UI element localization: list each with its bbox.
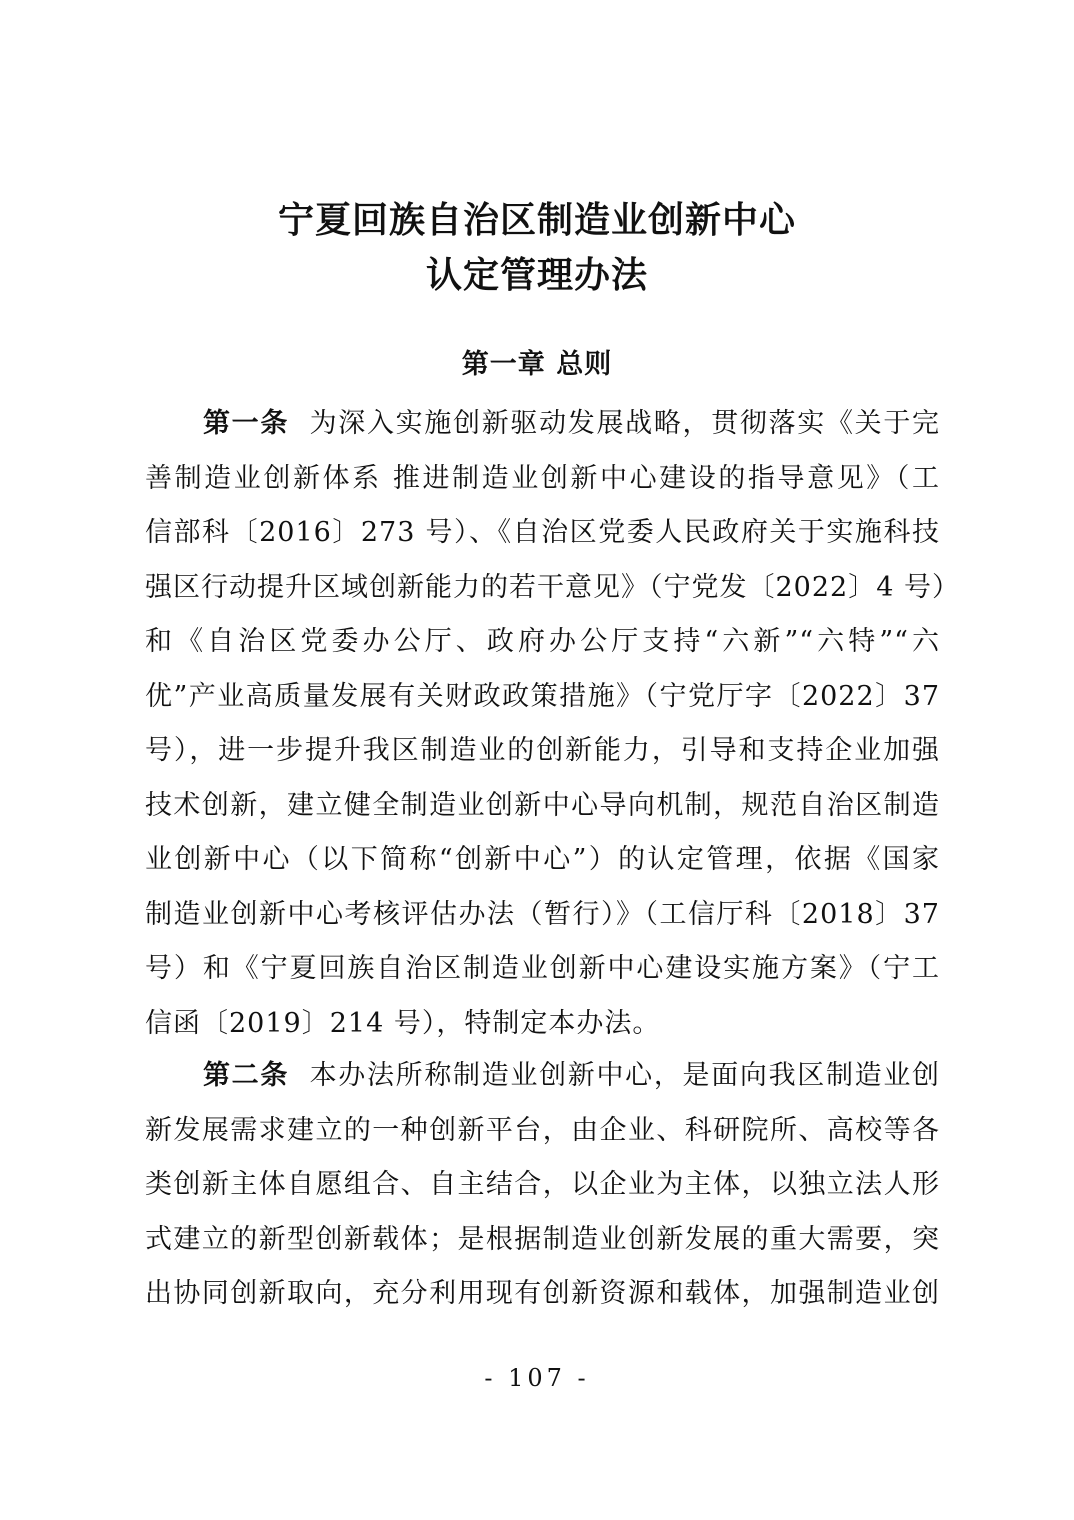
article-1-paragraph xyxy=(145,397,960,1051)
document-title-line-2: 认定管理办法 xyxy=(425,255,648,296)
paragraph-line: 和《自治区党委办公厅、政府办公厅支持“六新”“六特”“六 xyxy=(145,626,940,657)
paragraph-line: 号）和《宁夏回族自治区制造业创新中心建设实施方案》（宁工 xyxy=(145,953,940,984)
paragraph-line xyxy=(145,1049,940,1104)
paragraph-line xyxy=(145,397,940,452)
paragraph-line: 强区行动提升区域创新能力的若干意见》（宁党发〔2022〕4 号） xyxy=(145,571,960,603)
paragraph-line: 善制造业创新体系 推进制造业创新中心建设的指导意见》（工 xyxy=(145,462,940,494)
paragraph-line: 优”产业高质量发展有关财政政策措施》（宁党厅字〔2022〕37 xyxy=(145,680,940,712)
paragraph-line: 业创新中心（以下简称“创新中心”）的认定管理，依据《国家 xyxy=(145,844,940,875)
article-1-lead: 第一条 xyxy=(203,408,290,439)
chapter-heading: 第一章 总则 xyxy=(461,349,613,380)
paragraph-line: 出协同创新取向，充分利用现有创新资源和载体，加强制造业创 xyxy=(145,1278,940,1309)
line-text: 本办法所称制造业创新中心，是面向我区制造业创 xyxy=(309,1060,941,1091)
paragraph-line: 技术创新，建立健全制造业创新中心导向机制，规范自治区制造 xyxy=(145,789,940,821)
article-2-lead: 第二条 xyxy=(203,1060,290,1091)
line-text: 为深入实施创新驱动发展战略，贯彻落实《关于完 xyxy=(309,408,941,439)
paragraph-line: 号），进一步提升我区制造业的创新能力，引导和支持企业加强 xyxy=(145,735,940,766)
paragraph-line: 新发展需求建立的一种创新平台，由企业、科研院所、高校等各 xyxy=(145,1114,940,1146)
document-title-line-1: 宁夏回族自治区制造业创新中心 xyxy=(277,200,796,241)
paragraph-line: 类创新主体自愿组合、自主结合，以企业为主体，以独立法人形 xyxy=(145,1169,940,1200)
article-2-paragraph xyxy=(145,1049,940,1322)
paragraph-line: 信部科〔2016〕273 号）、《自治区党委人民政府关于实施科技 xyxy=(145,517,940,548)
paragraph-line: 制造业创新中心考核评估办法（暂行）》（工信厅科〔2018〕37 xyxy=(145,898,940,930)
page-number: - 107 - xyxy=(484,1364,590,1392)
paragraph-line: 信函〔2019〕214 号），特制定本办法。 xyxy=(145,1007,661,1039)
paragraph-line: 式建立的新型创新载体；是根据制造业创新发展的重大需要，突 xyxy=(145,1223,940,1255)
